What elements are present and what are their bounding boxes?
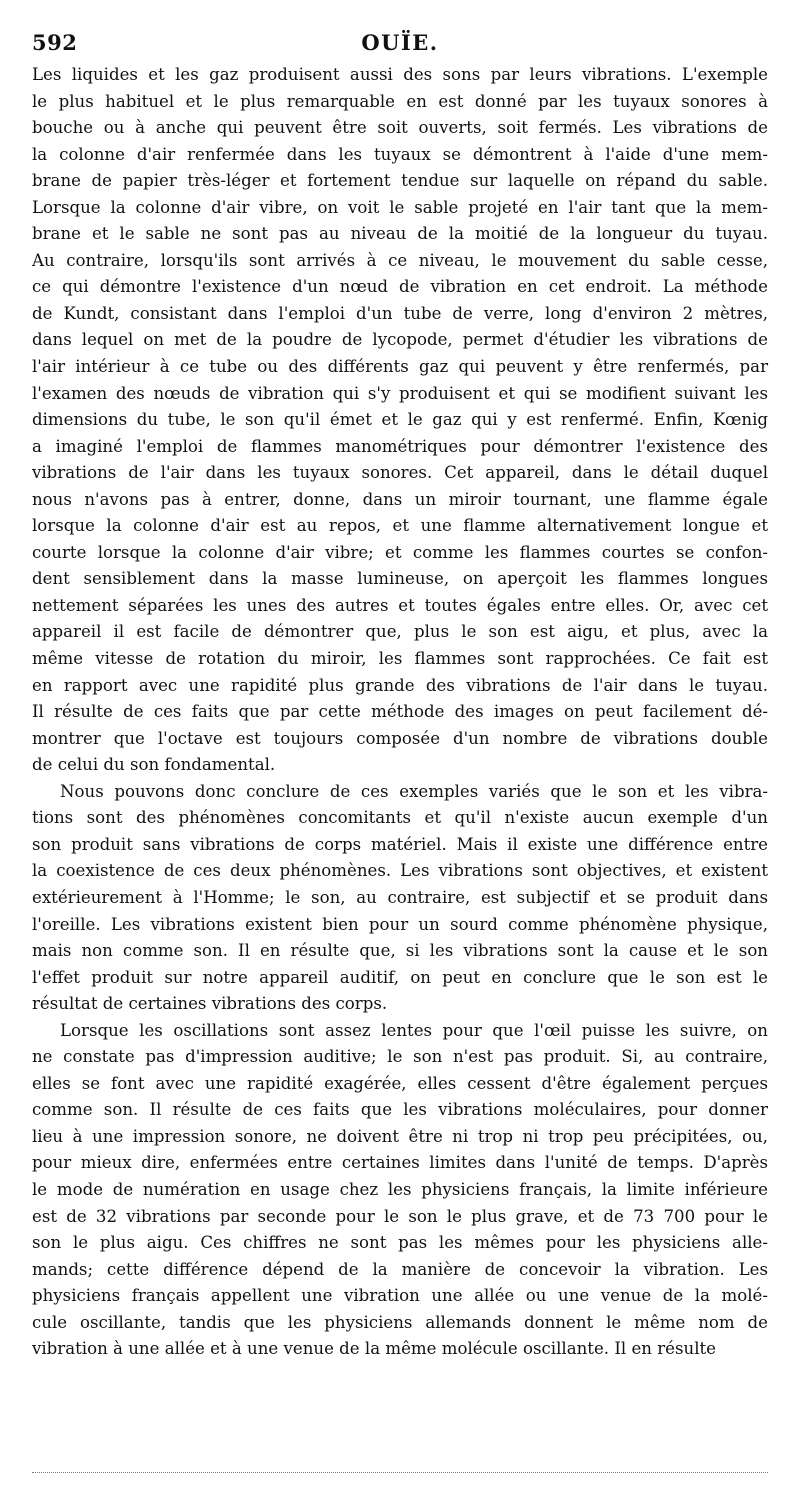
text-line: ne constate pas d'impression auditive; le son n'est pas produit. Si, au contraire, [32,1047,768,1067]
body-text [32,62,768,1363]
text-line: de celui du son fondamental. [32,755,276,775]
text-line: courte lorsque la colonne d'air vibre; et comme les flammes courtes se confon- [32,542,768,562]
paragraph [32,62,768,779]
text-line: Il résulte de ces faits que par cette méthode des images on peut facilement dé- [32,702,768,722]
text-line: mands; cette différence dépend de la manière de concevoir la vibration. Les [32,1259,768,1279]
text-line: résultat de certaines vibrations des corps. [32,994,388,1014]
page-number: 592 [32,30,78,55]
text-line: est de 32 vibrations par seconde pour le son le plus grave, et de 73 700 pour le [32,1206,768,1226]
text-line: en rapport avec une rapidité plus grande des vibrations de l'air dans le tuyau. [32,675,768,695]
text-line: l'oreille. Les vibrations existent bien pour un sourd comme phénomène physique, [32,914,768,934]
text-line: mais non comme son. Il en résulte que, si les vibrations sont la cause et le son [32,941,768,961]
text-line: son produit sans vibrations de corps matériel. Mais il existe une différence entre [32,834,768,854]
paragraph [32,1018,768,1363]
text-line: a imaginé l'emploi de flammes manométriques pour démontrer l'existence des [32,436,768,456]
text-line: lieu à une impression sonore, ne doivent être ni trop ni trop peu précipitées, ou, [32,1126,768,1146]
text-line: vibration à une allée et à une venue de la même molécule oscillante. Il en résulte [32,1339,716,1359]
footer-dotted-rule [32,1472,768,1473]
text-line: nous n'avons pas à entrer, donne, dans un miroir tournant, une flamme égale [32,489,768,509]
text-line: le plus habituel et le plus remarquable en est donné par les tuyaux sonores à [32,91,768,111]
text-line: brane de papier très-léger et fortement tendue sur laquelle on répand du sable. [32,171,768,191]
text-line: ce qui démontre l'existence d'un nœud de vibration en cet endroit. La méthode [32,277,768,297]
text-line: cule oscillante, tandis que les physiciens allemands donnent le même nom de [32,1312,768,1332]
text-line: brane et le sable ne sont pas au niveau de la moitié de la longueur du tuyau. [32,224,768,244]
text-line: lorsque la colonne d'air est au repos, et une flamme alternativement longue et [32,516,768,536]
text-line: la colonne d'air renfermée dans les tuyaux se démontrent à l'aide d'une mem- [32,144,768,164]
text-line: le mode de numération en usage chez les physiciens français, la limite inférieure [32,1179,768,1199]
text-line: bouche ou à anche qui peuvent être soit ouverts, soit fermés. Les vibrations de [32,118,768,138]
text-line: comme son. Il résulte de ces faits que les vibrations moléculaires, pour donner [32,1100,768,1120]
text-line: dent sensiblement dans la masse lumineuse, on aperçoit les flammes longues [32,569,768,589]
text-line: appareil il est facile de démontrer que, plus le son est aigu, et plus, avec la [32,622,768,642]
text-line: même vitesse de rotation du miroir, les flammes sont rapprochées. Ce fait est [32,649,768,669]
text-line: pour mieux dire, enfermées entre certaines limites dans l'unité de temps. D'après [32,1153,768,1173]
text-line: Nous pouvons donc conclure de ces exemples variés que le son et les vibra- [60,781,768,801]
paragraph [32,779,768,1018]
running-head [32,30,768,60]
text-line: physiciens français appellent une vibration une allée ou une venue de la molé- [32,1286,768,1306]
text-line: montrer que l'octave est toujours composée d'un nombre de vibrations double [32,728,768,748]
text-line: de Kundt, consistant dans l'emploi d'un tube de verre, long d'environ 2 mètres, [32,303,768,323]
text-line: nettement séparées les unes des autres et toutes égales entre elles. Or, avec cet [32,595,768,615]
running-title: OUÏE. [361,30,439,55]
text-line: Les liquides et les gaz produisent aussi des sons par leurs vibrations. L'exemple [32,65,768,84]
text-line: son le plus aigu. Ces chiffres ne sont pas les mêmes pour les physiciens alle- [32,1233,768,1253]
text-line: l'examen des nœuds de vibration qui s'y produisent et qui se modifient suivant les [32,383,768,403]
text-line: l'air intérieur à ce tube ou des différents gaz qui peuvent y être renfermés, par [32,357,768,377]
text-line: la coexistence de ces deux phénomènes. Les vibrations sont objectives, et existent [32,861,768,881]
text-line: dans lequel on met de la poudre de lycopode, permet d'étudier les vibrations de [32,330,768,350]
text-line: Au contraire, lorsqu'ils sont arrivés à ce niveau, le mouvement du sable cesse, [32,250,768,270]
text-line: Lorsque les oscillations sont assez lentes pour que l'œil puisse les suivre, on [60,1020,768,1040]
text-line: extérieurement à l'Homme; le son, au contraire, est subjectif et se produit dans [32,887,768,907]
text-line: elles se font avec une rapidité exagérée, elles cessent d'être également perçues [32,1073,768,1093]
text-line: vibrations de l'air dans les tuyaux sonores. Cet appareil, dans le détail duquel [32,463,768,483]
paragraph-container [32,62,768,1363]
text-line: tions sont des phénomènes concomitants et qu'il n'existe aucun exemple d'un [32,808,768,828]
text-line: dimensions du tube, le son qu'il émet et le gaz qui y est renfermé. Enfin, Kœnig [32,410,768,430]
text-line: l'effet produit sur notre appareil auditif, on peut en conclure que le son est le [32,967,768,987]
text-line: Lorsque la colonne d'air vibre, on voit le sable projeté en l'air tant que la mem- [32,197,768,217]
